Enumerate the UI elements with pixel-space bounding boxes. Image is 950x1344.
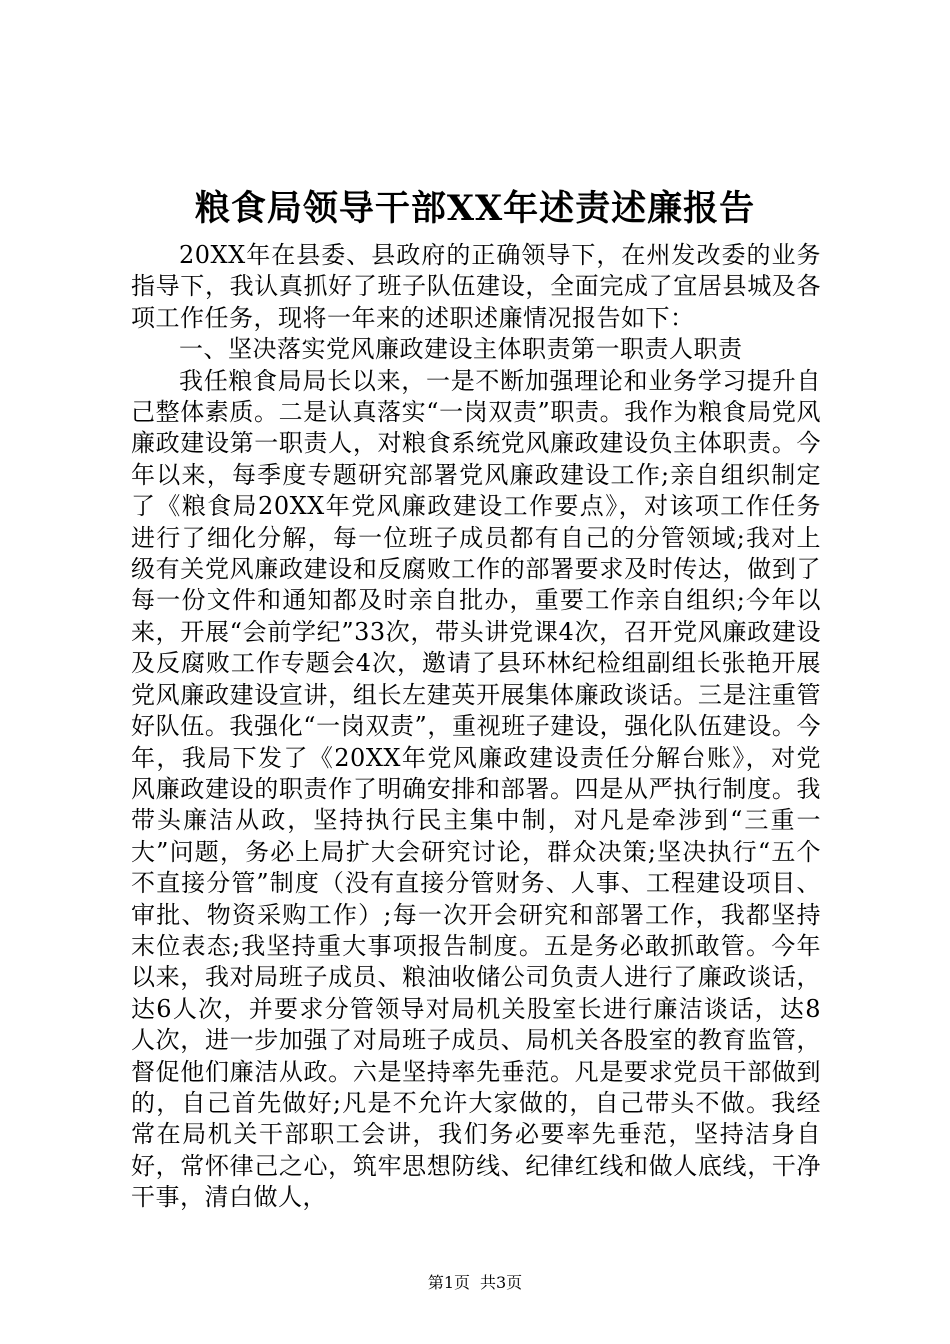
page-total: 共3页 [480, 1273, 523, 1292]
page-footer [0, 1272, 950, 1294]
page-number: 第1页 [427, 1273, 470, 1292]
section-heading: 一、坚决落实党风廉政建设主体职责第一职责人职责 [179, 335, 743, 364]
body-paragraph: 我任粮食局局长以来，一是不断加强理论和业务学习提升自己整体素质。二是认真落实“一岗双责”职责。我作为粮食局党风廉政建设第一职责人，对粮食系统党风廉政建设负主体职责。今年以来，每季度专题研究部署党风廉政建设工作;亲自组织制定了《粮食局20XX年党风廉政建设工作要点》，对该项工作任务进行了细化分解，每一位班子成员都有自己的分管领域;我对上级有关党风廉政建设和反腐败工作的部署要求及时传达，做到了每一份文件和通知都及时亲自批办，重要工作亲自组织;今年以来，开展“会前学纪”33次，带头讲党课4次，召开党风廉政建设及反腐败工作专题会4次，邀请了县环林纪检组副组长张艳开展党风廉政建设宣讲，组长左建英开展集体廉政谈话。三是注重管好队伍。我强化“一岗双责”，重视班子建设，强化队伍建设。今年，我局下发了《20XX年党风廉政建设责任分解台账》，对党风廉政建设的职责作了明确安排和部署。四是从严执行制度。我带头廉洁从政，坚持执行民主集中制，对凡是牵涉到“三重一大”问题，务必上局扩大会研究讨论，群众决策;坚决执行“五个不直接分管”制度（没有直接分管财务、人事、工程建设项目、审批、物资采购工作）;每一次开会研究和部署工作，我都坚持末位表态;我坚持重大事项报告制度。五是务必敢抓敢管。今年以来，我对局班子成员、粮油收储公司负责人进行了廉政谈话，达6人次，并要求分管领导对局机关股室长进行廉洁谈话，达8人次，进一步加强了对局班子成员、局机关各股室的教育监管，督促他们廉洁从政。六是坚持率先垂范。凡是要求党员干部做到的，自己首先做好;凡是不允许大家做的，自己带头不做。我经常在局机关干部职工会讲，我们务必要率先垂范，坚持洁身自好，常怀律己之心，筑牢思想防线、纪律红线和做人底线，干净干事，清白做人， [131, 366, 821, 1212]
document-body [131, 240, 821, 1214]
document-title: 粮食局领导干部XX年述责述廉报告 [194, 188, 756, 229]
intro-paragraph: 20XX年在县委、县政府的正确领导下，在州发改委的业务指导下，我认真抓好了班子队伍建设，全面完成了宜居县城及各项工作任务，现将一年来的述职述廉情况报告如下： [131, 241, 821, 332]
